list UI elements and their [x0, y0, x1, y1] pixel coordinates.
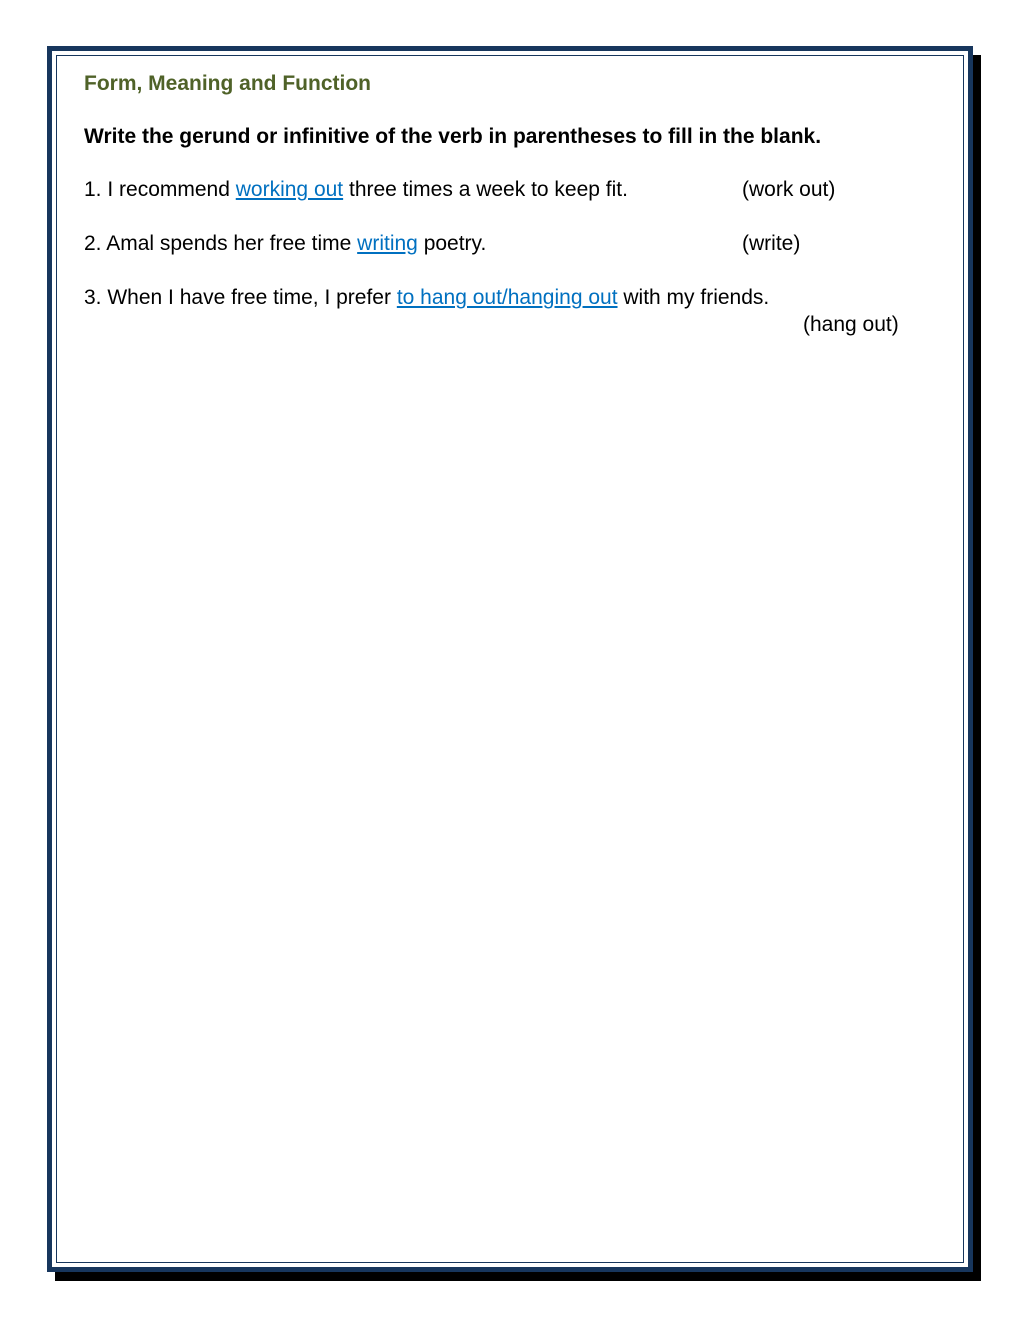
exercise-number: 3.	[84, 286, 102, 309]
instruction-text: Write the gerund or infinitive of the verb in parentheses to fill in the blank.	[84, 125, 822, 148]
exercise-number: 1.	[84, 178, 102, 201]
exercise-text-after: poetry.	[423, 232, 487, 255]
exercise-answer: writing	[357, 232, 418, 255]
exercise-2-hint: (write)	[742, 232, 801, 255]
section-title: Form, Meaning and Function	[84, 72, 371, 95]
exercise-2	[84, 232, 486, 256]
exercise-text-before: When I have free time, I prefer	[107, 286, 391, 309]
exercise-text-before: Amal spends her free time	[106, 232, 352, 255]
exercise-text-after: three times a week to keep fit.	[348, 178, 628, 201]
exercise-answer: working out	[235, 178, 344, 201]
exercise-3	[84, 286, 769, 310]
exercise-3-hint: (hang out)	[803, 313, 899, 336]
exercise-1-hint: (work out)	[742, 178, 836, 201]
exercise-number: 2.	[84, 232, 102, 255]
exercise-answer: to hang out/hanging out	[396, 286, 618, 309]
exercise-text-after: with my friends.	[623, 286, 770, 309]
exercise-text-before: I recommend	[107, 178, 230, 201]
page-border	[47, 46, 973, 1272]
exercise-1	[84, 178, 628, 202]
